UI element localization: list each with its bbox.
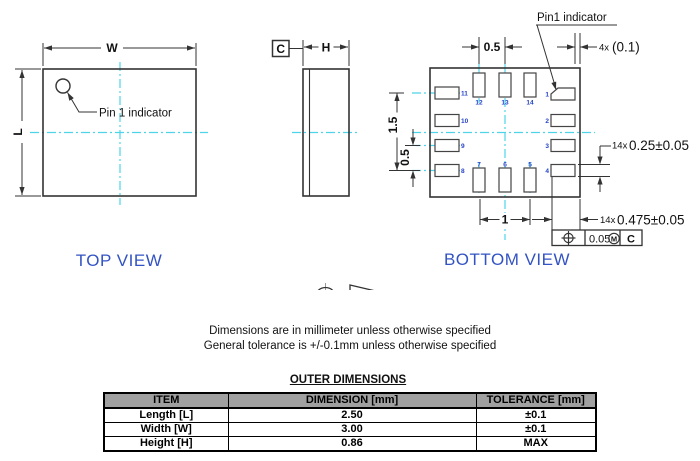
dim-pad-width-qty: 14x [612, 140, 628, 152]
datum-c-label: C [276, 42, 286, 56]
header-tolerance: TOLERANCE [mm] [476, 393, 596, 408]
pin-label-12: 12 [475, 99, 483, 107]
dim-edge-qty: 4x [599, 42, 610, 54]
note-units: Dimensions are in millimeter unless otherwise specified [209, 325, 491, 337]
dim-H-label: H [321, 40, 331, 55]
cell-dimension: 0.86 [228, 437, 476, 452]
pin-label-1: 1 [545, 91, 549, 99]
table-row-length [104, 408, 596, 423]
fcf-modifier: M [610, 234, 618, 244]
dim-L-label: L [11, 128, 25, 136]
dim-pad-length: 0.475±0.05 [617, 212, 685, 228]
pad-10 [435, 115, 459, 127]
bottom-pin1-indicator-label: Pin1 indicator [537, 12, 607, 24]
cell-dimension: 3.00 [228, 423, 476, 437]
dim-pad-pitch-top: 0.5 [483, 40, 501, 54]
pin1-leader-arrow [68, 93, 74, 101]
pin-label-11: 11 [461, 90, 468, 98]
cell-tolerance: MAX [476, 437, 596, 452]
position-tolerance-frame [552, 230, 642, 246]
side-view [273, 40, 350, 196]
pin-label-13: 13 [501, 99, 509, 107]
pad-7 [473, 168, 485, 192]
pin-label-9: 9 [461, 143, 465, 150]
pin-label-14: 14 [526, 99, 534, 107]
pin-label-2: 2 [545, 118, 549, 125]
bottom-view [386, 12, 689, 269]
pad-14 [524, 73, 536, 97]
projection-cone [350, 285, 374, 290]
pin-label-5: 5 [528, 161, 532, 169]
cell-item: Width [W] [104, 423, 228, 437]
pad-1 [551, 88, 575, 100]
dim-pad-length-qty: 14x [600, 215, 616, 226]
pad-3 [551, 140, 575, 152]
table-title-row [0, 370, 696, 388]
pad-2 [551, 115, 575, 127]
pad-12 [473, 73, 485, 97]
pin-label-3: 3 [545, 143, 549, 150]
pin1-indicator-circle [56, 79, 70, 93]
table-row-height [104, 437, 596, 452]
notes [0, 324, 700, 354]
table-row-width [104, 423, 596, 437]
table-title: OUTER DIMENSIONS [289, 374, 407, 386]
cell-tolerance: ±0.1 [476, 423, 596, 437]
fcf-datum: C [627, 233, 635, 246]
pad-4 [551, 165, 575, 177]
table-header-row [104, 393, 596, 408]
pin-label-10: 10 [461, 118, 469, 125]
projection-symbol [304, 283, 380, 290]
pad-11 [435, 87, 459, 99]
pin-label-8: 8 [461, 168, 465, 175]
top-view-title: TOP VIEW [75, 251, 163, 270]
pin1-indicator-label: Pin 1 indicator [99, 107, 172, 120]
pad-6 [499, 168, 511, 192]
pad-13 [499, 73, 511, 97]
pin-label-6: 6 [503, 161, 507, 169]
dim-W-label: W [106, 41, 118, 55]
dim-row-span: 1.5 [386, 116, 400, 134]
note-tolerance: General tolerance is +/-0.1mm unless otherwise specified [203, 340, 497, 352]
dim-pad-width: 0.25±0.05 [629, 138, 689, 153]
cell-item: Length [L] [104, 408, 228, 423]
outer-dimensions-table [103, 392, 597, 452]
header-dimension: DIMENSION [mm] [228, 393, 476, 408]
header-item: ITEM [104, 393, 228, 408]
dim-edge-gap: (0.1) [612, 39, 640, 55]
bottom-view-dim-arrows [394, 44, 602, 222]
top-view [11, 41, 196, 270]
bottom-view-dim-lines [389, 25, 617, 230]
cell-tolerance: ±0.1 [476, 408, 596, 423]
cell-dimension: 2.50 [228, 408, 476, 423]
pin1-leader-line [68, 93, 98, 113]
dim-row-pitch: 0.5 [398, 149, 412, 166]
pin-label-7: 7 [477, 161, 481, 169]
fcf-tolerance: 0.05 [589, 233, 611, 246]
pad-8 [435, 165, 459, 177]
pad-9 [435, 140, 459, 152]
pad-5 [524, 168, 536, 192]
dim-pad-pitch-bottom: 1 [501, 212, 509, 227]
cell-item: Height [H] [104, 437, 228, 452]
bottom-view-title: BOTTOM VIEW [443, 250, 571, 269]
pin-label-4: 4 [545, 168, 549, 175]
